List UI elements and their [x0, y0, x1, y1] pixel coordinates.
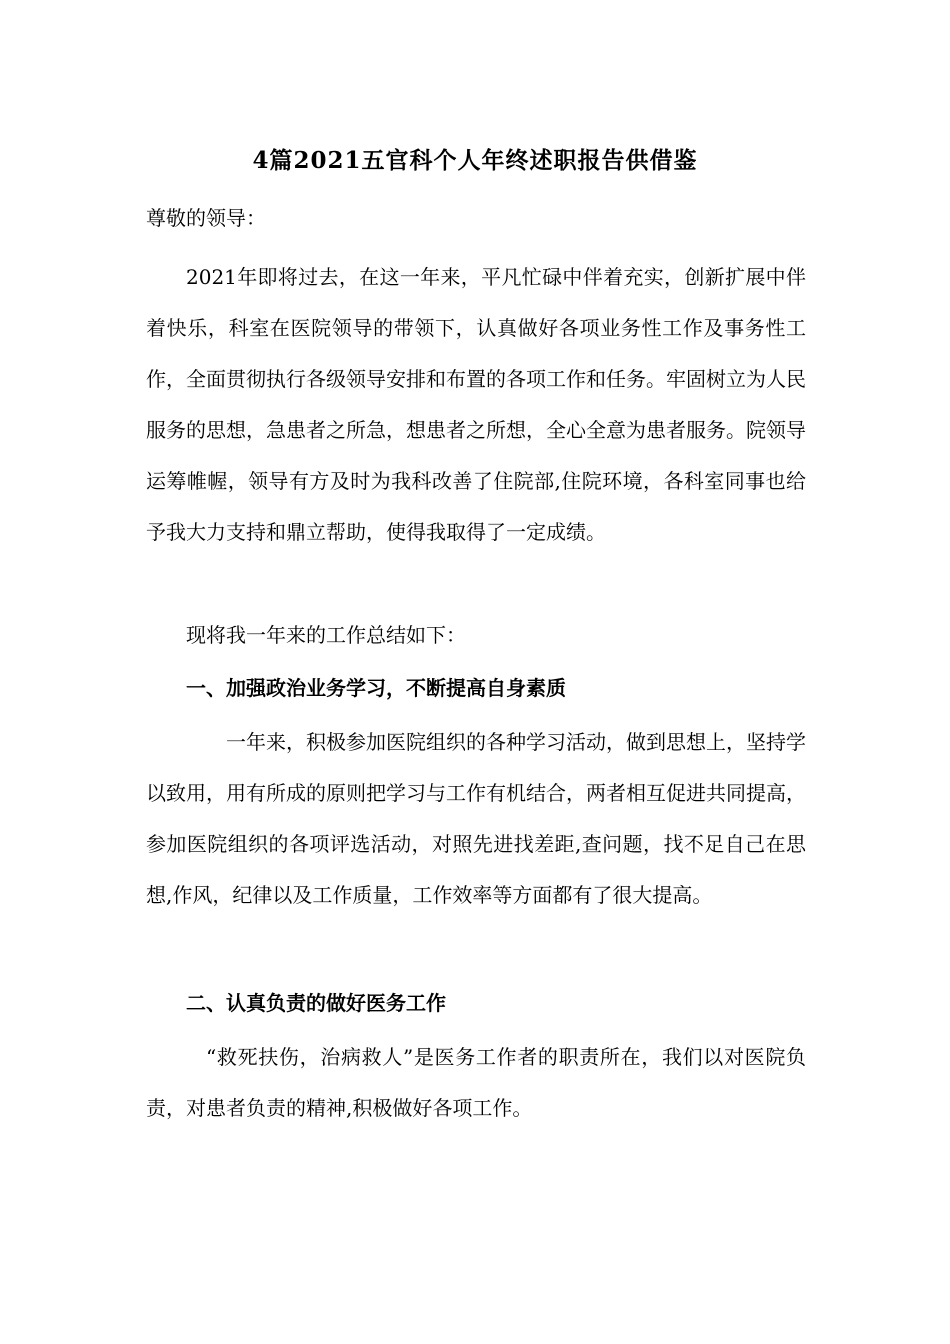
paragraph-section-2: “救死扶伤，治病救人”是医务工作者的职责所在，我们以对医院负责，对患者负责的精神,积极做好各项工作。 [146, 1045, 806, 1120]
paragraph-summary-lead: 现将我一年来的工作总结如下： [186, 623, 466, 647]
section-heading-2: 二、认真负责的做好医务工作 [186, 991, 446, 1015]
section-heading-1: 一、加强政治业务学习，不断提高自身素质 [186, 676, 566, 700]
paragraph-intro: 2021年即将过去，在这一年来，平凡忙碌中伴着充实，创新扩展中伴着快乐，科室在医院领导的带领下，认真做好各项业务性工作及事务性工作，全面贯彻执行各级领导安排和布置的各项工作和任务。牢固树立为人民服务的思想，急患者之所急，想患者之所想，全心全意为患者服务。院领导运筹帷幄，领导有方及时为我科改善了住院部,住院环境，各科室同事也给予我大力支持和鼎立帮助，使得我取得了一定成绩。 [146, 265, 806, 544]
paragraph-section-1: 一年来，积极参加医院组织的各种学习活动，做到思想上，坚持学以致用，用有所成的原则把学习与工作有机结合，两者相互促进共同提高，参加医院组织的各项评选活动，对照先进找差距,查问题，找不足自己在思想,作风，纪律以及工作质量，工作效率等方面都有了很大提高。 [146, 730, 806, 907]
salutation: 尊敬的领导： [146, 206, 266, 230]
document-title: 4篇2021五官科个人年终述职报告供借鉴 [252, 147, 698, 174]
